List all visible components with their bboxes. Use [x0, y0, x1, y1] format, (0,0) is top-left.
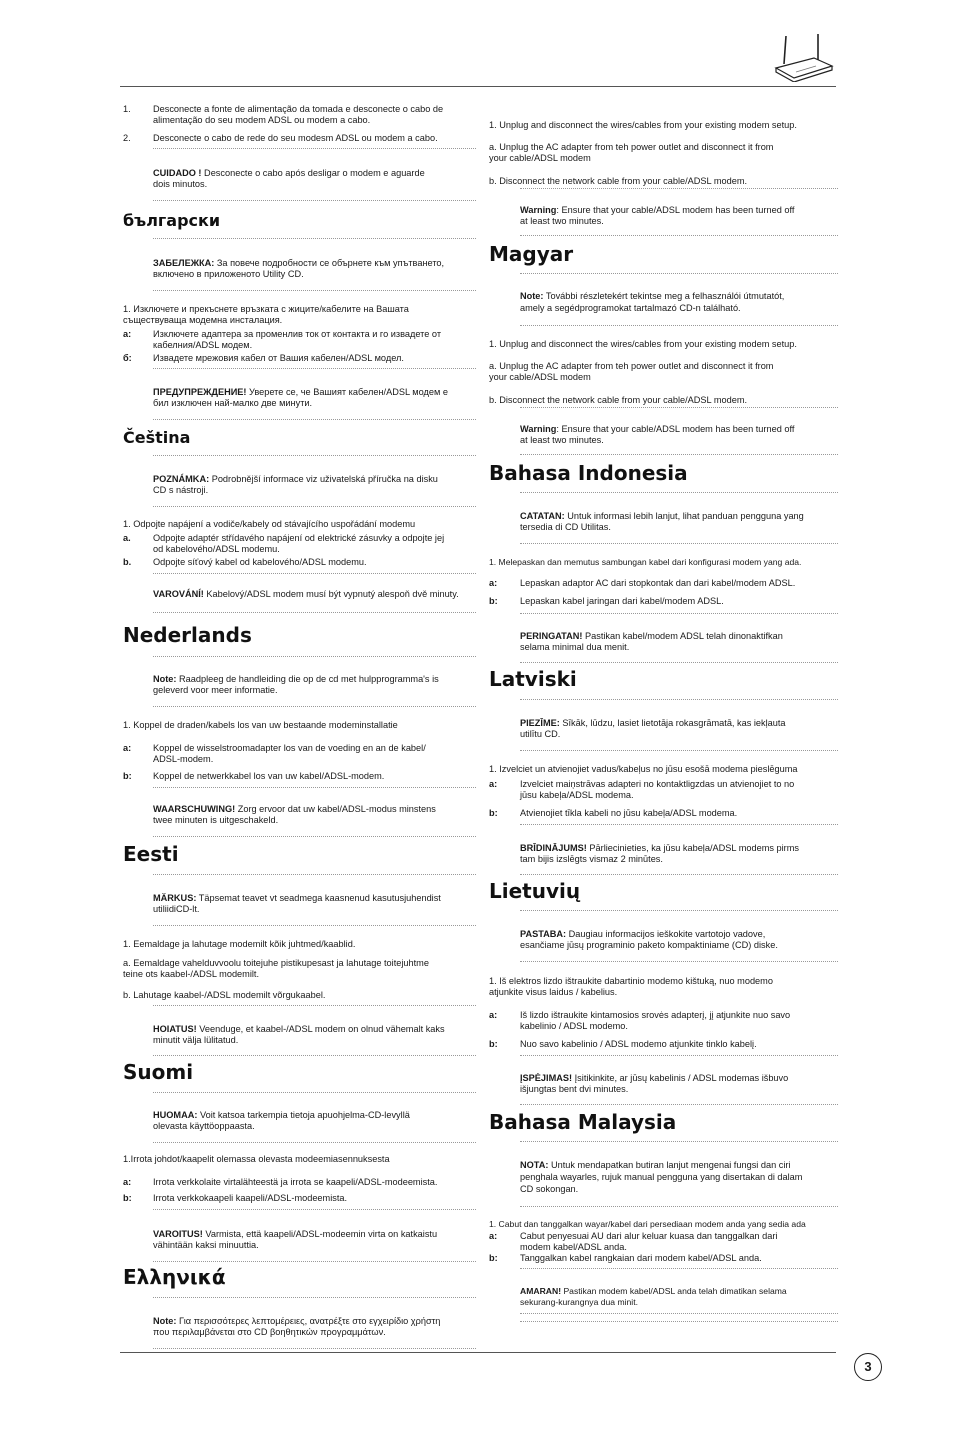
- dotted-rule: [520, 1313, 838, 1314]
- warning-label: ПРЕДУПРЕЖДЕНИЕ!: [153, 387, 247, 397]
- dotted-rule: [153, 1142, 476, 1143]
- dotted-rule: [153, 1055, 476, 1056]
- warning-text: Įsitikinkite, ar jūsų kabelinis / ADSL modemas išbuvo: [572, 1073, 789, 1083]
- dotted-rule: [153, 238, 476, 239]
- section-heading: Magyar: [489, 242, 574, 266]
- step-text: 1. Cabut dan tanggalkan wayar/kabel dari persediaan modem anda yang sedia ada: [489, 1219, 806, 1229]
- warning-text: vähintään kaksi minuuttia.: [153, 1240, 259, 1250]
- note-text: geleverd voor meer informatie.: [153, 685, 278, 695]
- note: [520, 718, 786, 729]
- note-text: Για περισσότερες λεπτομέρειες, ανατρέξτε στο εγχειρίδιο χρήστη: [176, 1316, 441, 1326]
- list-number: 1.: [123, 104, 131, 114]
- note-label: PIEZĪME:: [520, 718, 560, 728]
- note-label: MÄRKUS:: [153, 893, 197, 903]
- dotted-rule: [520, 454, 838, 455]
- step-text: 1. Изключете и прекъснете връзката с жиците/кабелите на Вашата: [123, 304, 409, 314]
- dotted-rule: [153, 573, 476, 574]
- dotted-rule: [520, 407, 838, 408]
- note-text: Daugiau informacijos ieškokite vartotojo vadove,: [566, 929, 766, 939]
- step-text: Odpojte síťový kabel od kabelového/ADSL modemu.: [153, 557, 367, 567]
- warning-text: Kabelový/ADSL modem musí být vypnutý alespoň dvě minuty.: [203, 589, 459, 599]
- note: [153, 1110, 410, 1121]
- step-text: od kabelového/ADSL modemu.: [153, 544, 280, 554]
- dotted-rule: [520, 1104, 838, 1105]
- section-heading: Ελληνικά: [123, 1265, 226, 1289]
- step-text: modem kabel/ADSL anda.: [520, 1242, 627, 1252]
- dotted-rule: [520, 910, 838, 911]
- step-text: Atvienojiet tīkla kabeli no jūsu kabeļa/ADSL modema.: [520, 808, 738, 818]
- dotted-rule: [520, 874, 838, 875]
- note-label: CUIDADO !: [153, 168, 202, 178]
- note-text: CD sokongan.: [520, 1184, 579, 1194]
- dotted-rule: [520, 613, 838, 614]
- dotted-rule: [520, 1141, 838, 1142]
- note-label: Note:: [153, 674, 177, 684]
- dotted-rule: [153, 455, 476, 456]
- dotted-rule: [520, 325, 838, 326]
- note: [153, 258, 444, 269]
- dotted-rule: [153, 368, 476, 369]
- warning-label: VAROVÁNÍ!: [153, 589, 204, 599]
- step-text: Cabut penyesuai AU dari alur keluar kuasa dan tanggalkan dari: [520, 1231, 778, 1241]
- step-text: Lepaskan kabel jaringan dari kabel/modem ADSL.: [520, 596, 724, 606]
- step-label: b:: [123, 771, 132, 781]
- footer-rule: [120, 1352, 836, 1353]
- header-rule: [120, 86, 836, 87]
- note: [520, 291, 784, 302]
- dotted-rule: [153, 506, 476, 507]
- note: [153, 674, 439, 685]
- step-text: 1. Unplug and disconnect the wires/cables from your existing modem setup.: [489, 339, 797, 349]
- step-text: Irrota verkkokaapeli kaapeli/ADSL-modeemista.: [153, 1193, 348, 1203]
- step-label: b.: [123, 557, 132, 567]
- warning-text: at least two minutes.: [520, 216, 604, 226]
- step-text: your cable/ADSL modem: [489, 153, 591, 163]
- warning-text: minutit välja lülitatud.: [153, 1035, 239, 1045]
- warning: [520, 843, 799, 854]
- section-heading: Bahasa Malaysia: [489, 1110, 677, 1134]
- list-item: alimentação do seu modem ADSL ou modem a cabo.: [153, 115, 371, 125]
- dotted-rule: [153, 706, 476, 707]
- step-text: 1. Koppel de draden/kabels los van uw bestaande modeminstallatie: [123, 720, 398, 730]
- note-text: tersedia di CD Utilitas.: [520, 522, 611, 532]
- note-label: CATATAN:: [520, 511, 565, 521]
- warning-text: Zorg ervoor dat uw kabel/ADSL-modus minstens: [235, 804, 436, 814]
- list-item: Desconecte o cabo de rede do seu modesm ADSL ou modem a cabo.: [153, 133, 438, 143]
- note-text: Sīkāk, lūdzu, lasiet lietotāja rokasgrāmatā, kas iekļauta: [559, 718, 786, 728]
- step-text: 1. Izvelciet un atvienojiet vadus/kabeļus no jūsu esošā modema pieslēguma: [489, 764, 798, 774]
- dotted-rule: [153, 1297, 476, 1298]
- warning-label: Warning: [520, 424, 557, 434]
- warning-text: tam bijis izslēgts vismaz 2 minūtes.: [520, 854, 663, 864]
- note-text: Untuk mendapatkan butiran lanjut mengenai fungsi dan ciri: [548, 1160, 791, 1170]
- step-text: teine ots kaabel-/ADSL modemilt.: [123, 969, 260, 979]
- step-text: кабелния/ADSL модем.: [153, 340, 253, 350]
- step-label: b:: [489, 1039, 498, 1049]
- step-text: Iš lizdo ištraukite kintamosios srovės adapterį, jį atjunkite nuo savo: [520, 1010, 791, 1020]
- step-text: a. Unplug the AC adapter from teh power outlet and disconnect it from: [489, 361, 774, 371]
- dotted-rule: [520, 824, 838, 825]
- section-heading: Čeština: [123, 428, 191, 447]
- step-text: 1. Eemaldage ja lahutage modemilt kõik juhtmed/kaablid.: [123, 939, 356, 949]
- dotted-rule: [520, 961, 838, 962]
- note-text: utilītu CD.: [520, 729, 561, 739]
- step-text: kabelinio / ADSL modemo.: [520, 1021, 628, 1031]
- note: [520, 1160, 791, 1171]
- note: [520, 929, 765, 940]
- step-text: 1. Unplug and disconnect the wires/cables from your existing modem setup.: [489, 120, 797, 130]
- list-item: Desconecte a fonte de alimentação da tomada e desconecte o cabo de: [153, 104, 444, 114]
- section-heading: Bahasa Indonesia: [489, 461, 688, 485]
- note: [153, 474, 438, 485]
- step-text: atjunkite visus laidus / kabelius.: [489, 987, 618, 997]
- warning-text: selama minimal dua menit.: [520, 642, 630, 652]
- list-number: 2.: [123, 133, 131, 143]
- note-label: POZNÁMKA:: [153, 474, 210, 484]
- section-heading: Eesti: [123, 842, 179, 866]
- step-label: b:: [489, 808, 498, 818]
- note-label: HUOMAA:: [153, 1110, 198, 1120]
- warning-text: Pārliecinieties, ka jūsu kabeļa/ADSL modems pirms: [586, 843, 799, 853]
- warning-label: Warning: [520, 205, 557, 215]
- warning-text: : Ensure that your cable/ADSL modem has been turned off: [556, 424, 795, 434]
- section-heading: Lietuvių: [489, 879, 581, 903]
- dotted-rule: [153, 419, 476, 420]
- warning: [520, 631, 783, 642]
- warning-label: AMARAN!: [520, 1286, 562, 1296]
- note: [520, 511, 804, 522]
- step-text: Извадете мрежовия кабел от Вашия кабелен/ADSL модел.: [153, 353, 404, 363]
- step-label: a:: [489, 779, 498, 789]
- step-text: 1. Melepaskan dan memutus sambungan kabel dari konfigurasi modem yang ada.: [489, 557, 802, 567]
- step-text: a. Eemaldage vahelduvvoolu toitejuhe pistikupesast ja lahutage toitejuhtme: [123, 958, 429, 968]
- dotted-rule: [153, 925, 476, 926]
- dotted-rule: [153, 1261, 476, 1262]
- note-label: PASTABA:: [520, 929, 567, 939]
- note-text: Voit katsoa tarkempia tietoja apuohjelma-CD-levyllä: [197, 1110, 410, 1120]
- step-label: a:: [123, 743, 132, 753]
- warning-label: ĮSPĖJIMAS!: [520, 1073, 573, 1083]
- step-text: ADSL-modem.: [153, 754, 214, 764]
- warning-label: WAARSCHUWING!: [153, 804, 236, 814]
- page-number: 3: [854, 1353, 882, 1381]
- warning-text: Varmista, että kaapeli/ADSL-modeemin virta on katkaistu: [202, 1229, 438, 1239]
- warning-label: BRĪDINĀJUMS!: [520, 843, 587, 853]
- step-label: a.: [123, 533, 131, 543]
- warning-text: sekurang-kurangnya dua minit.: [520, 1297, 638, 1307]
- note-text: dois minutos.: [153, 179, 208, 189]
- note-text: Untuk informasi lebih lanjut, lihat panduan pengguna yang: [564, 511, 804, 521]
- step-text: Lepaskan adaptor AC dari stopkontak dan dari kabel/modem ADSL.: [520, 578, 796, 588]
- warning-label: VAROITUS!: [153, 1229, 203, 1239]
- note: [153, 893, 441, 904]
- step-text: b. Lahutage kaabel-/ADSL modemilt võrgukaabel.: [123, 990, 326, 1000]
- step-text: jūsu kabeļa/ADSL modema.: [520, 790, 634, 800]
- note-text: CD s nástroji.: [153, 485, 209, 495]
- step-text: Izvelciet maiņstrāvas adapteri no kontaktligzdas un atvienojiet to no: [520, 779, 795, 789]
- dotted-rule: [153, 612, 476, 613]
- dotted-rule: [520, 699, 838, 700]
- step-label: b:: [489, 1253, 498, 1263]
- step-label: a:: [123, 329, 132, 339]
- step-text: Nuo savo kabelinio / ADSL modemo atjunkite tinklo kabelį.: [520, 1039, 757, 1049]
- dotted-rule: [153, 874, 476, 875]
- warning: [153, 1024, 445, 1035]
- dotted-rule: [153, 1005, 476, 1006]
- step-label: a:: [123, 1177, 132, 1187]
- warning: [520, 424, 794, 435]
- note-text: Raadpleeg de handleiding die op de cd met hulpprogramma's is: [176, 674, 439, 684]
- dotted-rule: [153, 1348, 476, 1349]
- note-text: utiliidiCD-lt.: [153, 904, 200, 914]
- step-text: 1. Odpojte napájení a vodiče/kabely od stávajícího uspořádání modemu: [123, 519, 416, 529]
- dotted-rule: [520, 1321, 838, 1322]
- warning-text: Veenduge, et kaabel-/ADSL modem on olnud vähemalt kaks: [196, 1024, 445, 1034]
- note-label: Note:: [153, 1316, 177, 1326]
- warning-text: at least two minutes.: [520, 435, 604, 445]
- dotted-rule: [153, 148, 476, 149]
- step-text: Odpojte adaptér střídavého napájení od elektrické zásuvky a odpojte jej: [153, 533, 445, 543]
- step-text: Koppel de netwerkkabel los van uw kabel/ADSL-modem.: [153, 771, 385, 781]
- dotted-rule: [520, 235, 838, 236]
- dotted-rule: [520, 543, 838, 544]
- warning-text: бил изключен най-малко две минути.: [153, 398, 313, 408]
- dotted-rule: [153, 787, 476, 788]
- warning: [153, 1229, 437, 1240]
- note-text: További részletekért tekintse meg a felhasználói útmutatót,: [543, 291, 785, 301]
- warning-text: Уверете се, че Вашият кабелен/ADSL модем е: [246, 387, 448, 397]
- warning: [153, 589, 459, 600]
- section-heading: български: [123, 211, 221, 230]
- step-text: Irrota verkkolaite virtalähteestä ja irrota se kaapeli/ADSL-modeemista.: [153, 1177, 438, 1187]
- note-label: NOTA:: [520, 1160, 549, 1170]
- dotted-rule: [153, 1209, 476, 1210]
- note-text: olevasta käyttöoppaasta.: [153, 1121, 255, 1131]
- section-heading: Suomi: [123, 1060, 194, 1084]
- note-text: За повече подробности се обърнете към упътването,: [214, 258, 445, 268]
- note-text: Täpsemat teavet vt seadmega kaasnenud kasutusjuhendist: [196, 893, 441, 903]
- note-text: amely a segédprogramokat tartalmazó CD-n található.: [520, 303, 741, 313]
- note-text: включено в приложеното Utility CD.: [153, 269, 304, 279]
- note-text: penghala wayarles, rujuk manual pengguna yang disertakan di dalam: [520, 1172, 803, 1182]
- note-label: Note:: [520, 291, 544, 301]
- warning: [153, 804, 436, 815]
- warning-text: twee minuten is uitgeschakeld.: [153, 815, 279, 825]
- dotted-rule: [520, 1206, 838, 1207]
- note-label: ЗАБЕЛЕЖКА:: [153, 258, 215, 268]
- warning-text: : Ensure that your cable/ADSL modem has been turned off: [556, 205, 795, 215]
- section-heading: Latviski: [489, 667, 577, 691]
- warning-text: išjungtas bent dvi minutes.: [520, 1084, 629, 1094]
- dotted-rule: [520, 750, 838, 751]
- step-label: a:: [489, 578, 498, 588]
- note-text: που περιλαμβάνεται στο CD βοηθητικών προγραμμάτων.: [153, 1327, 386, 1337]
- step-text: 1.Irrota johdot/kaapelit olemassa olevasta modeemiasennuksesta: [123, 1154, 390, 1164]
- note: [153, 1316, 440, 1327]
- step-text: your cable/ADSL modem: [489, 372, 591, 382]
- warning: [520, 1286, 787, 1297]
- warning: [520, 1073, 788, 1084]
- step-text: Tanggalkan kabel rangkaian dari modem kabel/ADSL anda.: [520, 1253, 762, 1263]
- dotted-rule: [153, 1092, 476, 1093]
- step-text: b. Disconnect the network cable from your cable/ADSL modem.: [489, 395, 748, 405]
- note-text: Podrobnější informace viz uživatelská příručka na disku: [209, 474, 438, 484]
- warning: [520, 205, 794, 216]
- dotted-rule: [520, 273, 838, 274]
- dotted-rule: [153, 656, 476, 657]
- step-label: b:: [489, 596, 498, 606]
- dotted-rule: [153, 290, 476, 291]
- step-text: съществуваща модемна инсталация.: [123, 315, 283, 325]
- dotted-rule: [153, 836, 476, 837]
- caution-note: [153, 168, 425, 179]
- dotted-rule: [153, 200, 476, 201]
- warning-label: HOIATUS!: [153, 1024, 197, 1034]
- step-text: a. Unplug the AC adapter from teh power outlet and disconnect it from: [489, 142, 774, 152]
- warning-text: Pastikan kabel/modem ADSL telah dinonaktifkan: [582, 631, 783, 641]
- step-text: Koppel de wisselstroomadapter los van de voeding en an de kabel/: [153, 743, 426, 753]
- warning: [153, 387, 448, 398]
- router-icon: [772, 30, 834, 82]
- step-text: b. Disconnect the network cable from your cable/ADSL modem.: [489, 176, 748, 186]
- step-label: б:: [123, 353, 132, 363]
- section-heading: Nederlands: [123, 623, 252, 647]
- note-text: Desconecte o cabo após desligar o modem e aguarde: [201, 168, 425, 178]
- note-text: esančiame jūsų programinio paketo kompaktiniame (CD) diske.: [520, 940, 778, 950]
- dotted-rule: [520, 1055, 838, 1056]
- dotted-rule: [520, 1268, 838, 1269]
- dotted-rule: [520, 188, 838, 189]
- step-label: b:: [123, 1193, 132, 1203]
- warning-text: Pastikan modem kabel/ADSL anda telah dimatikan selama: [561, 1286, 787, 1296]
- step-text: 1. Iš elektros lizdo ištraukite dabartinio modemo kištuką, nuo modemo: [489, 976, 773, 986]
- dotted-rule: [520, 662, 838, 663]
- step-label: a:: [489, 1010, 498, 1020]
- step-text: Изключете адаптера за променлив ток от контакта и го извадете от: [153, 329, 442, 339]
- dotted-rule: [520, 492, 838, 493]
- step-label: a:: [489, 1231, 498, 1241]
- warning-label: PERINGATAN!: [520, 631, 583, 641]
